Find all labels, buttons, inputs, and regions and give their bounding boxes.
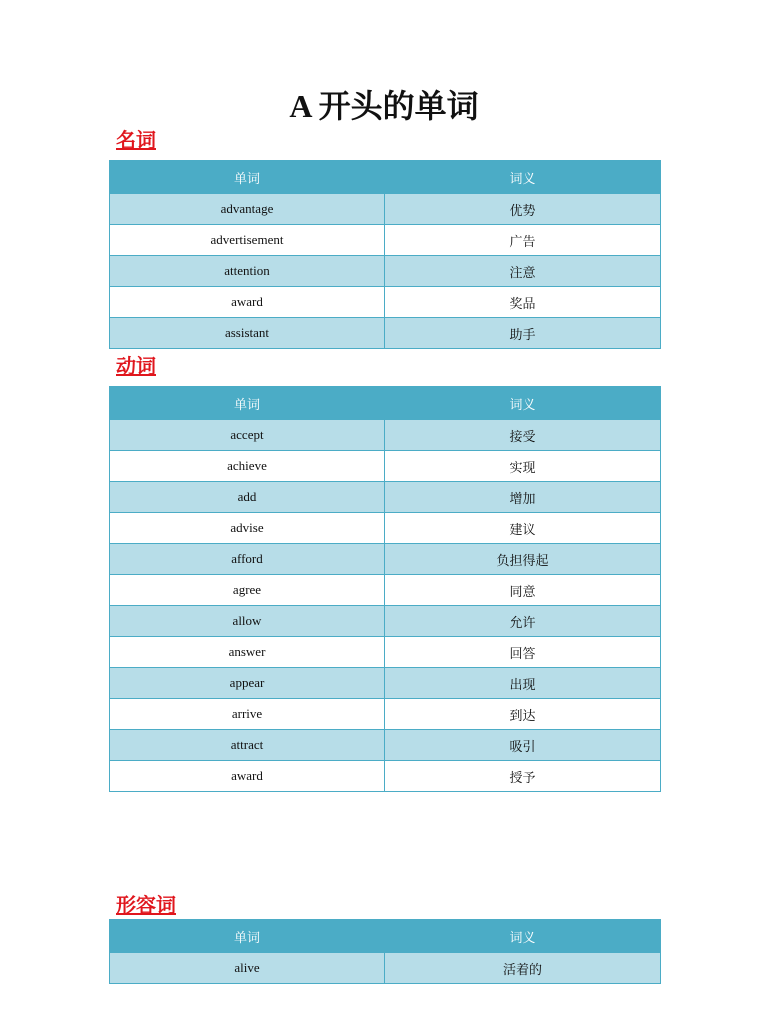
table-row bbox=[110, 730, 661, 761]
table-row bbox=[110, 637, 661, 668]
word-cell: award bbox=[110, 287, 385, 318]
column-header-meaning: 词义 bbox=[385, 920, 661, 953]
word-cell: achieve bbox=[110, 451, 385, 482]
table-row bbox=[110, 256, 661, 287]
meaning-cell: 回答 bbox=[385, 637, 661, 668]
table-row bbox=[110, 668, 661, 699]
table-row bbox=[110, 194, 661, 225]
word-cell: award bbox=[110, 761, 385, 792]
meaning-cell: 建议 bbox=[385, 513, 661, 544]
meaning-cell: 出现 bbox=[385, 668, 661, 699]
table-row bbox=[110, 575, 661, 606]
meaning-cell: 活着的 bbox=[385, 953, 661, 984]
vocab-table-verbs bbox=[109, 386, 661, 792]
column-header-meaning: 词义 bbox=[385, 161, 661, 194]
column-header-word: 单词 bbox=[110, 161, 385, 194]
word-cell: add bbox=[110, 482, 385, 513]
table-row bbox=[110, 318, 661, 349]
table-row bbox=[110, 513, 661, 544]
word-cell: attract bbox=[110, 730, 385, 761]
word-cell: accept bbox=[110, 420, 385, 451]
page-title: A 开头的单词 bbox=[289, 88, 479, 124]
word-cell: agree bbox=[110, 575, 385, 606]
meaning-cell: 实现 bbox=[385, 451, 661, 482]
word-cell: assistant bbox=[110, 318, 385, 349]
table-row bbox=[110, 544, 661, 575]
table-row bbox=[110, 953, 661, 984]
word-cell: afford bbox=[110, 544, 385, 575]
meaning-cell: 增加 bbox=[385, 482, 661, 513]
word-cell: advise bbox=[110, 513, 385, 544]
meaning-cell: 注意 bbox=[385, 256, 661, 287]
meaning-cell: 同意 bbox=[385, 575, 661, 606]
meaning-cell: 授予 bbox=[385, 761, 661, 792]
word-cell: advertisement bbox=[110, 225, 385, 256]
column-header-word: 单词 bbox=[110, 920, 385, 953]
vocab-table-nouns bbox=[109, 160, 661, 349]
table-header-row bbox=[110, 920, 661, 953]
word-cell: answer bbox=[110, 637, 385, 668]
meaning-cell: 广告 bbox=[385, 225, 661, 256]
table-row bbox=[110, 606, 661, 637]
table-row bbox=[110, 761, 661, 792]
meaning-cell: 奖品 bbox=[385, 287, 661, 318]
word-cell: advantage bbox=[110, 194, 385, 225]
word-cell: allow bbox=[110, 606, 385, 637]
table-row bbox=[110, 482, 661, 513]
column-header-word: 单词 bbox=[110, 387, 385, 420]
section-heading-verbs: 动词 bbox=[116, 356, 156, 378]
meaning-cell: 助手 bbox=[385, 318, 661, 349]
table-row bbox=[110, 420, 661, 451]
vocab-table-adjectives bbox=[109, 919, 661, 984]
table-row bbox=[110, 451, 661, 482]
meaning-cell: 负担得起 bbox=[385, 544, 661, 575]
section-heading-adjectives: 形容词 bbox=[116, 895, 176, 917]
table-row bbox=[110, 699, 661, 730]
meaning-cell: 到达 bbox=[385, 699, 661, 730]
table-row bbox=[110, 287, 661, 318]
section-heading-nouns: 名词 bbox=[116, 130, 156, 152]
word-cell: appear bbox=[110, 668, 385, 699]
table-header-row bbox=[110, 161, 661, 194]
table-row bbox=[110, 225, 661, 256]
meaning-cell: 优势 bbox=[385, 194, 661, 225]
meaning-cell: 吸引 bbox=[385, 730, 661, 761]
table-header-row bbox=[110, 387, 661, 420]
meaning-cell: 允许 bbox=[385, 606, 661, 637]
word-cell: arrive bbox=[110, 699, 385, 730]
column-header-meaning: 词义 bbox=[385, 387, 661, 420]
meaning-cell: 接受 bbox=[385, 420, 661, 451]
word-cell: alive bbox=[110, 953, 385, 984]
word-cell: attention bbox=[110, 256, 385, 287]
